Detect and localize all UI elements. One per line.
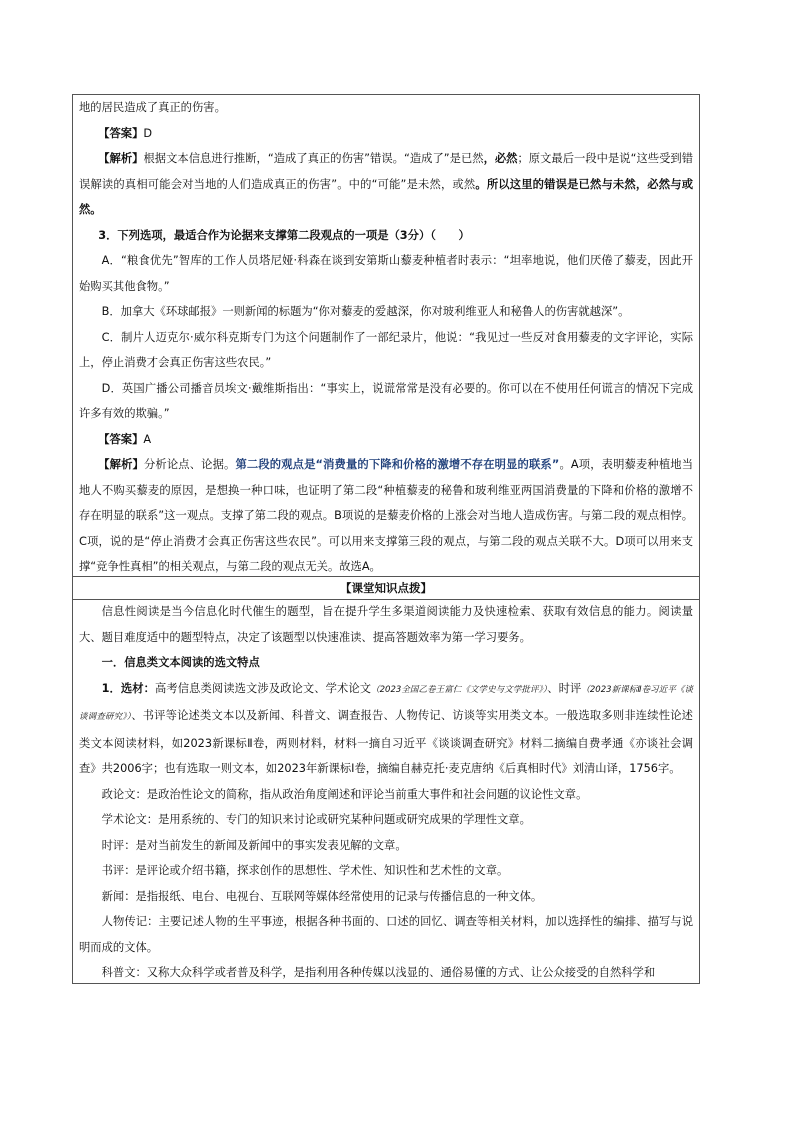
definition-political: 政论文：是政治性论文的简称，指从政治角度阐述和评论当前重大事件和社会问题的议论性文章。	[101, 787, 588, 801]
explanation-text-c: ；原文最后一段中是说“这些受到错误解读的真相可能会对当地的人们造成真正的伤害”。中的“可能”是未然，或然	[79, 152, 693, 191]
explanation-tag: 【解析】	[98, 458, 144, 471]
definition-popular-science: 科普文：又称大众科学或者普及科学，是指利用各种传媒以浅显的、通俗易懂的方式、让公众接受的自然科学和	[101, 966, 656, 979]
question-3: 3．下列选项，最适合作为论据来支撑第二段观点的一项是（3分）（ ）	[98, 228, 470, 242]
selection-note-2: （2023新课标Ⅱ卷习近平《谈谈调查研究》）	[79, 684, 693, 722]
selection-paragraph	[79, 676, 693, 782]
selection-text-a: 高考信息类阅读选文涉及政论文、学术论文	[155, 681, 372, 695]
answer-tag: 【答案】	[98, 432, 144, 446]
knowledge-cell	[73, 599, 699, 986]
option-d: D．英国广播公司播音员埃文·戴维斯指出：“事实上，说谎常常是没有必要的。你可以在不使用任何谎言的情况下完成许多有效的欺骗。”	[79, 381, 693, 420]
answer-value: D	[143, 126, 153, 140]
explanation-2	[79, 452, 693, 580]
selection-note-1: （2023全国乙卷王富仁《文学史与文学批评》）	[371, 684, 548, 695]
explanation-text-b: ，必然	[483, 152, 518, 165]
section-title: 【课堂知识点拨】	[73, 577, 699, 600]
answer-1	[79, 121, 693, 147]
option-b: B．加拿大《环球邮报》一则新闻的标题为“你对藜麦的爱越深，你对玻利维亚人和秘鲁人的伤害就越深”。	[101, 305, 630, 318]
explanation-text-c: 。A项，表明藜麦种植地当地人不购买藜麦的原因，是想换一种口味，也证明了第二段“种植藜麦的秘鲁和玻利维亚两国消费量的下降和价格的激增不存在明显的联系”这一观点。支撑了第二段的观点。B项说的是藜麦价格的上涨会对当地人造成伤害。与第二段的观点相悖。C项，说的是“停止消费才会真正伤害这些农民”。可以用来支撑第三段的观点，与第二段的观点关联不大。D项可以用来支撑“竞争性真相”的相关观点，与第二段的观点无关。故选A。	[79, 458, 693, 573]
selection-tag: 1．选材：	[101, 681, 156, 695]
answer-2	[79, 427, 693, 453]
definition-academic: 学术论文：是用系统的、专门的知识来讨论或研究某种问题或研究成果的学理性文章。	[101, 813, 531, 826]
definition-commentary: 时评：是对当前发生的新闻及新闻中的事实发表见解的文章。	[101, 838, 407, 852]
intro-paragraph: 信息性阅读是当今信息化时代催生的题型，旨在提升学生多渠道阅读能力及快速检索、获取有效信息的能力。阅读量大、题目难度适中的题型特点，决定了该题型以快速准读、提高答题效率为第一学习要务。	[79, 605, 693, 644]
content-table	[72, 94, 700, 984]
heading-1: 一．信息类文本阅读的选文特点	[101, 656, 260, 669]
definition-news: 新闻：是指报纸、电台、电视台、互联网等媒体经常使用的记录与传播信息的一种文体。	[101, 889, 543, 903]
explanation-text-a: 根据文本信息进行推断，“造成了真正的伤害”错误。“造成了”是已然	[143, 152, 484, 165]
continued-line: 地的居民造成了真正的伤害。	[79, 101, 226, 114]
selection-text-c: 、书评等论述类文本以及新闻、科普文、调查报告、人物传记、访谈等实用类文本。一般选取多则非连续性论述类文本阅读材料，如2023新课标Ⅱ卷，两则材料，材料一摘自习近平《谈谈调查研究》材料二摘编自费孝通《亦谈社会调查》共2006字；也有选取一则文本，如2023年新课标Ⅰ卷，摘编自赫克托·麦克唐纳《后真相时代》刘清山译，1756字。	[79, 709, 693, 775]
answer-value: A	[143, 432, 152, 446]
question-cell	[73, 95, 699, 577]
explanation-highlight: 第二段的观点是“消费量的下降和价格的激增不存在明显的联系”	[235, 458, 560, 471]
explanation-tag: 【解析】	[98, 152, 144, 165]
option-c: C．制片人迈克尔·威尔科克斯专门为这个问题制作了一部纪录片，他说：“我见过一些反对食用藜麦的文字评论，实际上，停止消费才会真正伤害这些农民。”	[79, 330, 693, 369]
selection-text-b: 、时评	[547, 681, 582, 695]
answer-tag: 【答案】	[98, 126, 144, 140]
definition-book-review: 书评：是评论或介绍书籍，探求创作的思想性、学术性、知识性和艺术性的文章。	[101, 864, 509, 877]
explanation-1	[79, 146, 693, 223]
option-a: A．“粮食优先”智库的工作人员塔尼娅·科森在谈到安第斯山藜麦种植者时表示：“坦率地说，他们厌倦了藜麦，因此开始购买其他食物。”	[79, 254, 693, 293]
explanation-text-a: 分析论点、论据。	[143, 458, 236, 471]
explanation-text-d: 。所以这里的错误是已然与未然，必然与或然。	[79, 177, 693, 216]
definition-biography: 人物传记：主要记述人物的生平事迹，根据各种书面的、口述的回忆、调查等相关材料，加以选择性的编排、描写与说明而成的文体。	[79, 915, 693, 954]
